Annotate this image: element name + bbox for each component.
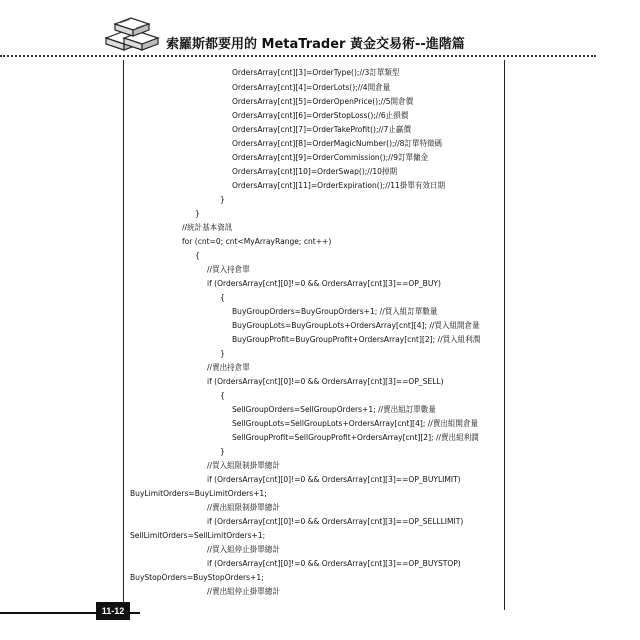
code-line: if (OrdersArray[cnt][0]!=0 && OrdersArray[cnt][3]==OP_SELLLIMIT) (207, 516, 464, 526)
code-line: } (220, 348, 225, 358)
code-line: if (OrdersArray[cnt][0]!=0 && OrdersArray[cnt][3]==OP_BUYLIMIT) (207, 474, 461, 484)
code-line: //統計基本資訊 (182, 222, 233, 232)
code-line: } (195, 208, 200, 218)
code-line: //買入持倉單 (207, 264, 250, 274)
code-line: OrdersArray[cnt][5]=OrderOpenPrice();//5開倉價 (232, 96, 414, 106)
code-line: OrdersArray[cnt][9]=OrderCommission();//9訂單傭金 (232, 152, 429, 162)
code-line: BuyGroupLots=BuyGroupLots+OrdersArray[cnt][4]; //買入組開倉量 (232, 320, 480, 330)
code-line: SellGroupOrders=SellGroupOrders+1; //賣出組訂單數量 (232, 404, 436, 414)
header-divider (0, 55, 596, 57)
code-line: //賣出組限制掛單總計 (207, 502, 280, 512)
code-line: //買入組限制掛單總計 (207, 460, 280, 470)
code-line: BuyStopOrders=BuyStopOrders+1; (130, 572, 264, 582)
code-line: if (OrdersArray[cnt][0]!=0 && OrdersArray[cnt][3]==OP_BUY) (207, 278, 441, 288)
code-line: for (cnt=0; cnt<MyArrayRange; cnt++) (182, 236, 332, 246)
code-line: //賣出組停止掛單總計 (207, 586, 280, 596)
code-line: SellGroupLots=SellGroupLots+OrdersArray[cnt][4]; //賣出組開倉量 (232, 418, 479, 428)
code-line: SellGroupProfit=SellGroupProfit+OrdersArray[cnt][2]; //賣出組利潤 (232, 432, 479, 442)
code-line: OrdersArray[cnt][3]=OrderType();//3訂單類型 (232, 67, 400, 77)
code-line: { (220, 292, 225, 302)
code-line: BuyGroupProfit=BuyGroupProfit+OrdersArray[cnt][2]; //買入組利潤 (232, 334, 481, 344)
code-line: BuyGroupOrders=BuyGroupOrders+1; //買入組訂單數量 (232, 306, 438, 316)
gold-bars-icon (100, 8, 162, 54)
code-line: OrdersArray[cnt][4]=OrderLots();//4開倉量 (232, 82, 391, 92)
code-line: OrdersArray[cnt][7]=OrderTakeProfit();//7止贏價 (232, 124, 411, 134)
code-line: { (195, 250, 200, 260)
code-line: SellLimitOrders=SellLimitOrders+1; (130, 530, 266, 540)
code-line: BuyLimitOrders=BuyLimitOrders+1; (130, 488, 267, 498)
code-line: if (OrdersArray[cnt][0]!=0 && OrdersArray[cnt][3]==OP_BUYSTOP) (207, 558, 461, 568)
code-line: //賣出持倉單 (207, 362, 250, 372)
code-line: } (220, 194, 225, 204)
page-header (0, 0, 640, 60)
code-line: OrdersArray[cnt][8]=OrderMagicNumber();//8訂單特徵碼 (232, 138, 443, 148)
code-line: } (220, 446, 225, 456)
book-title: 索羅斯都要用的 MetaTrader 黃金交易術--進階篇 (166, 37, 465, 52)
code-line: OrdersArray[cnt][10]=OrderSwap();//10掉期 (232, 166, 398, 176)
code-line: if (OrdersArray[cnt][0]!=0 && OrdersArray[cnt][3]==OP_SELL) (207, 376, 444, 386)
code-line: //買入組停止掛單總計 (207, 544, 280, 554)
code-line: OrdersArray[cnt][11]=OrderExpiration();//11掛單有效日期 (232, 180, 446, 190)
code-line: OrdersArray[cnt][6]=OrderStopLoss();//6止損價 (232, 110, 409, 120)
page-number: 11-12 (96, 602, 130, 620)
code-line: { (220, 390, 225, 400)
